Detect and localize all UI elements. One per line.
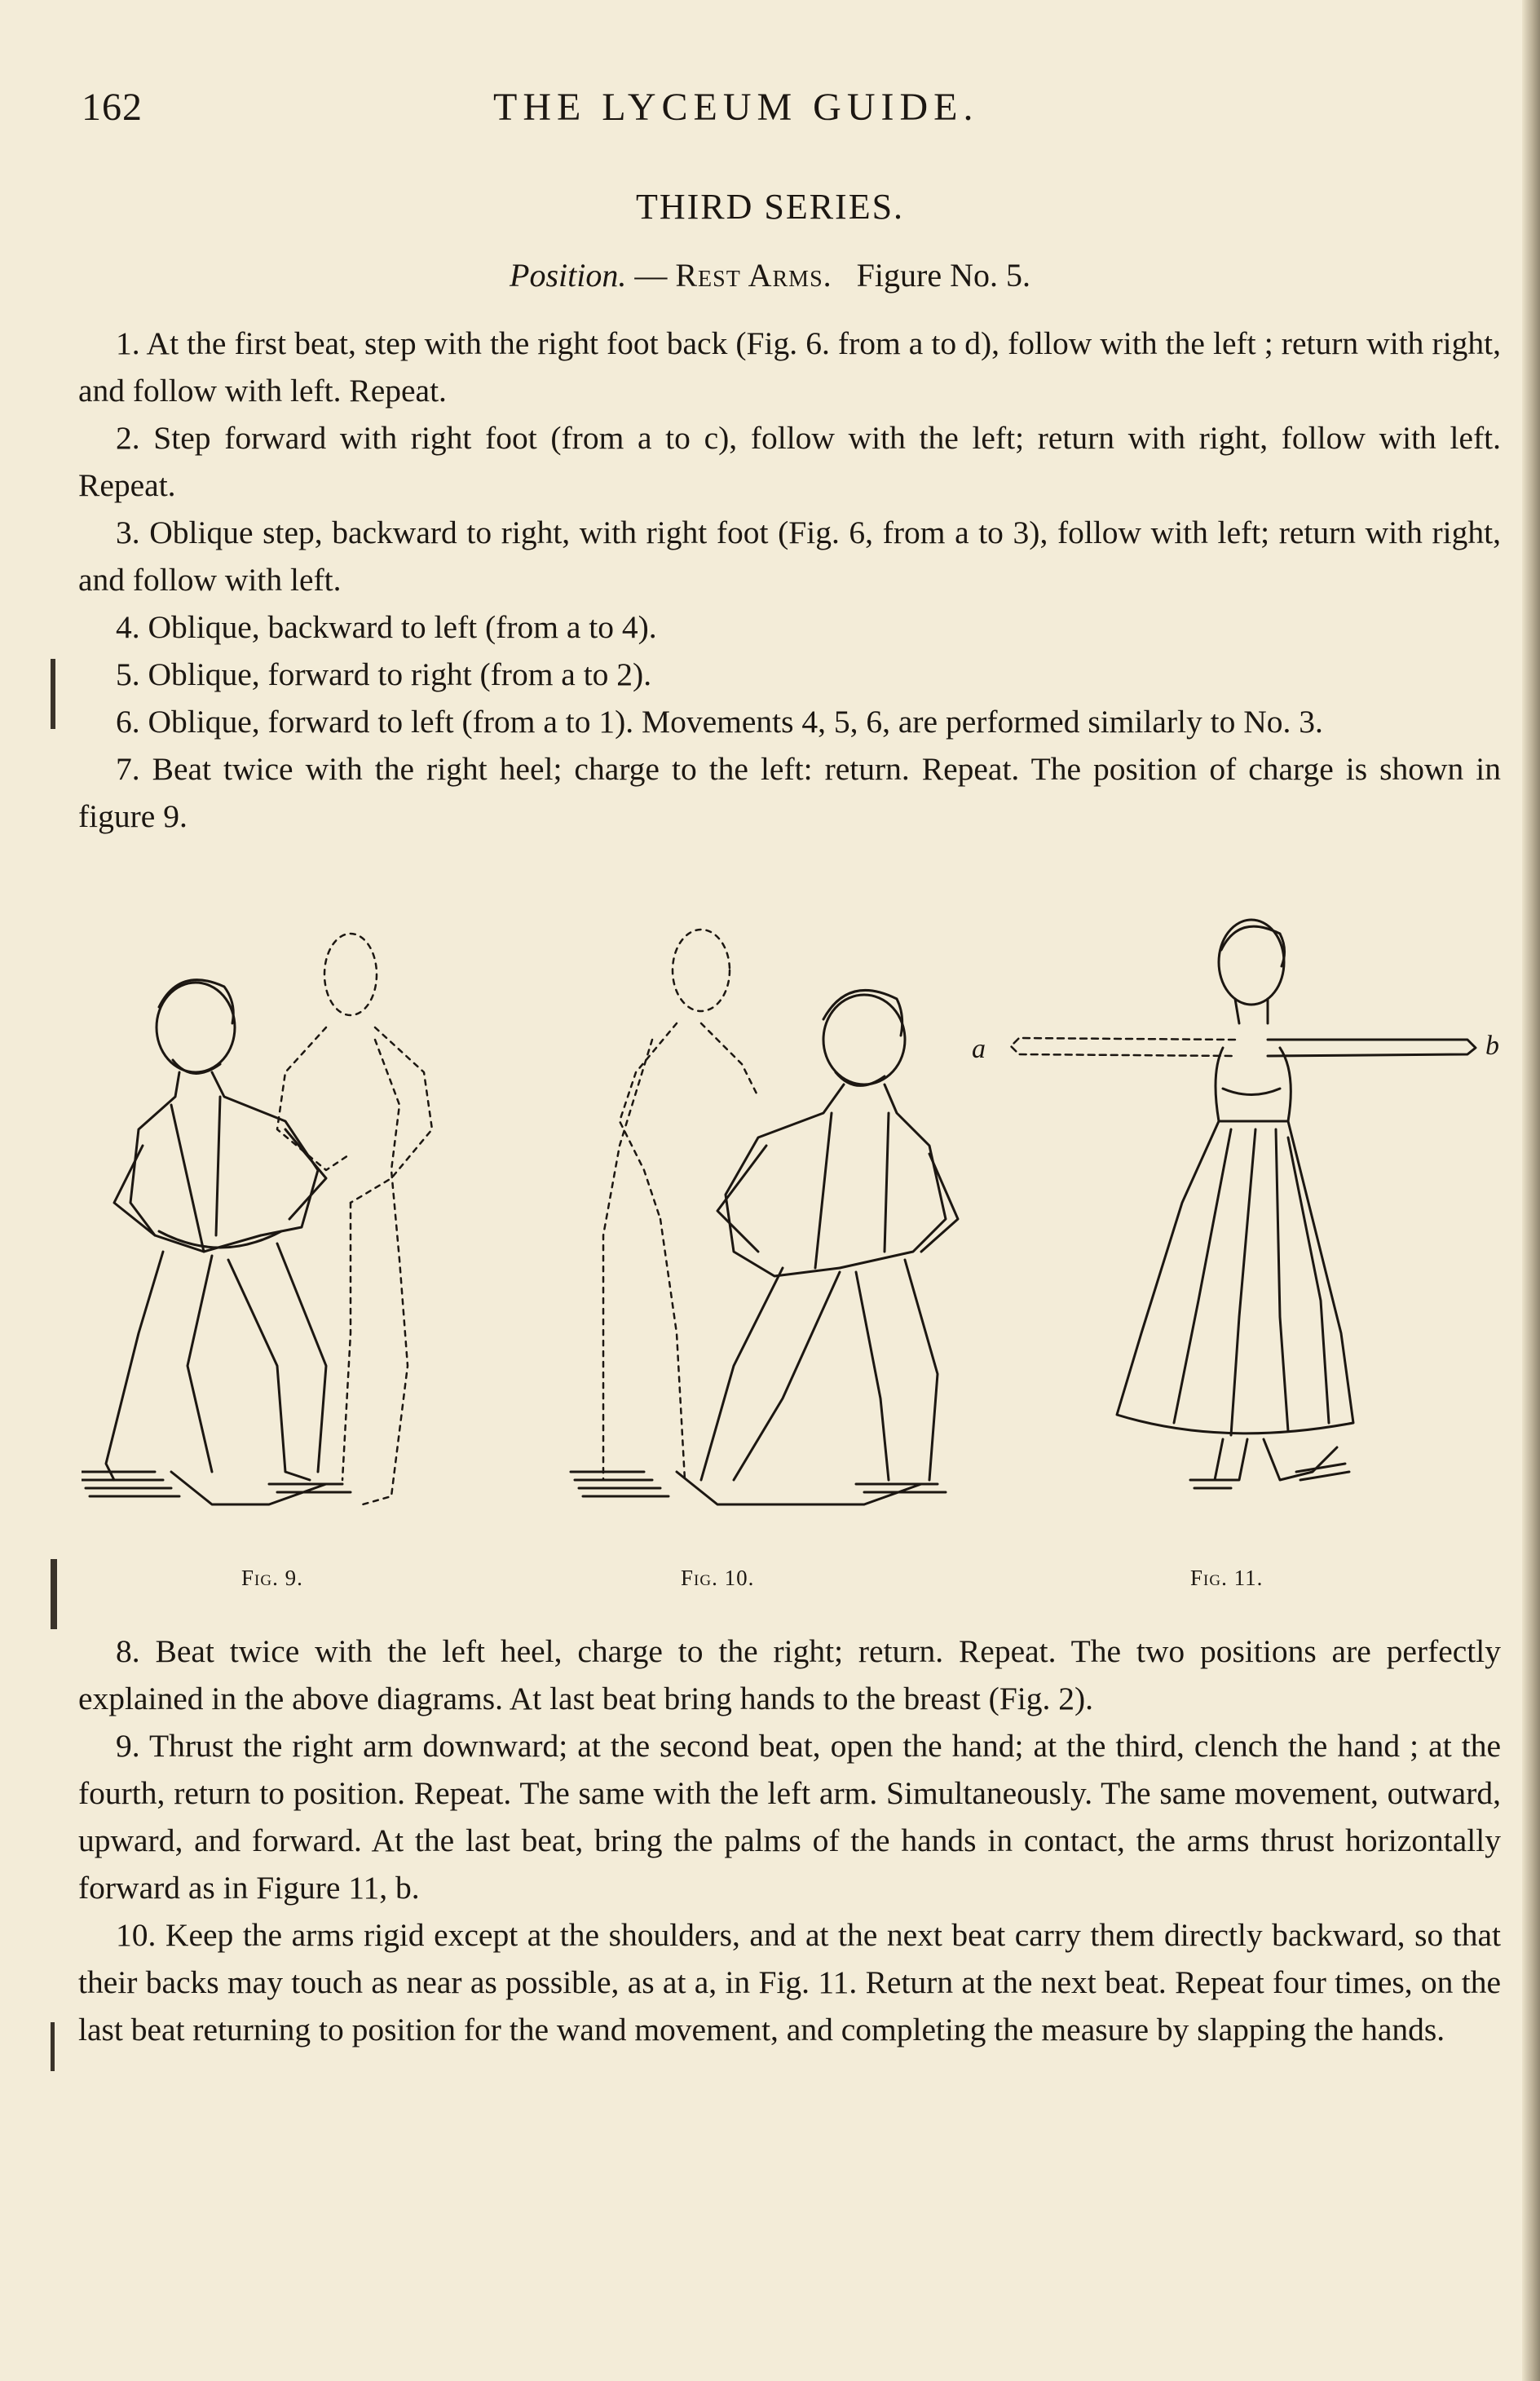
position-value: Rest Arms. (675, 257, 832, 294)
fig-11-figure (1011, 920, 1476, 1488)
page-header (82, 85, 1060, 134)
instructions-bottom (78, 1628, 1501, 2053)
paragraph-3: 3. Oblique step, backward to right, with right foot (Fig. 6, from a to 3), follow with left; return with right, and follow with left. (78, 515, 1501, 598)
page-number: 162 (82, 86, 143, 129)
paragraph-6: 6. Oblique, forward to left (from a to 1). Movements 4, 5, 6, are performed similarly to No. 3. (116, 704, 1323, 740)
fig-9-caption: Fig. 9. (241, 1566, 303, 1590)
position-dash: — (626, 257, 676, 294)
fig-11-caption: Fig. 11. (1190, 1566, 1264, 1590)
margin-mark (51, 659, 55, 729)
paragraph-8: 8. Beat twice with the left heel, charge to the right; return. Repeat. The two positions are perfectly explained in the above diagrams. At last beat bring hands to the breast (Fig. 2). (78, 1633, 1501, 1716)
paragraph-2: 2. Step forward with right foot (from a to c), follow with the left; return with right, follow with left. Repeat. (78, 420, 1501, 503)
page-edge (1522, 0, 1540, 2381)
section-title: THIRD SERIES. (635, 187, 905, 227)
margin-mark (51, 2022, 55, 2071)
fig-9-figure (82, 934, 432, 1504)
paragraph-10: 10. Keep the arms rigid except at the shoulders, and at the next beat carry them directly backward, so that their backs may touch as near as possible, as at a, in Fig. 11. Return at the next beat. Repeat four times, on the last beat returning to position for the wand movement, and completing the measure by slapping the hands. (78, 1917, 1501, 2047)
fig-10-figure (571, 930, 958, 1504)
paragraph-9: 9. Thrust the right arm downward; at the second beat, open the hand; at the third, clench the hand ; at the fourth, return to position. Repeat. The same with the left arm. Simultaneously. The same movement, outward, upward, and forward. At the last beat, bring the palms of the hands in contact, the arms thrust horizontally forward as in Figure 11, b. (78, 1728, 1501, 1906)
paragraph-1: 1. At the first beat, step with the right foot back (Fig. 6. from a to d), follow with the left ; return with right, and follow with left. Repeat. (78, 325, 1501, 409)
margin-mark (51, 1559, 57, 1629)
paragraph-5: 5. Oblique, forward to right (from a to 2). (116, 656, 652, 692)
position-label: Position. (510, 257, 627, 294)
fig-10-caption: Fig. 10. (681, 1566, 755, 1590)
paragraph-4: 4. Oblique, backward to left (from a to 4). (116, 609, 657, 645)
figure-reference: Figure No. 5. (856, 257, 1030, 294)
paragraph-7: 7. Beat twice with the right heel; charge to the left: return. Repeat. The position of charge is shown in figure 9. (78, 751, 1501, 834)
figures-drawing (82, 909, 1516, 1562)
instructions-top (78, 320, 1501, 840)
position-line (0, 256, 1540, 294)
fig-11-label-b: b (1485, 1031, 1499, 1061)
fig-11-label-a: a (972, 1034, 986, 1064)
running-title: THE LYCEUM GUIDE. (493, 86, 979, 129)
figure-illustrations (82, 909, 1516, 1610)
